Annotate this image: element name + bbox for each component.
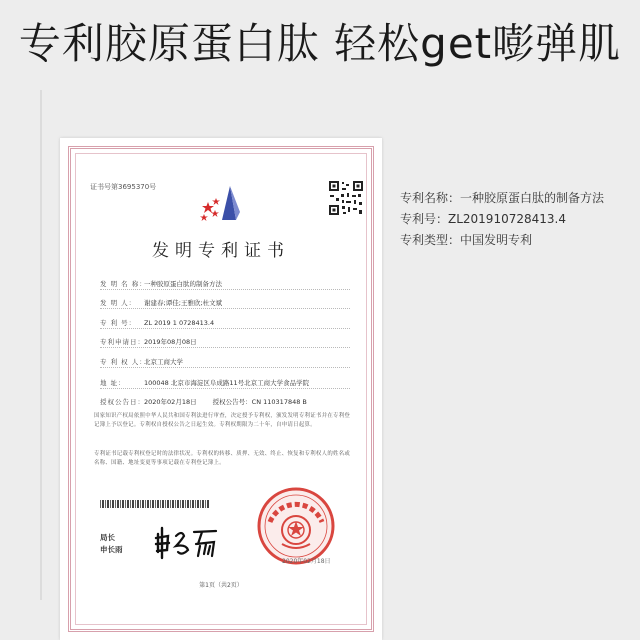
field-label: 专 利 权 人： xyxy=(100,358,147,366)
seal-date: 2020年02月18日 xyxy=(282,558,331,565)
field-value: 2020年02月18日 xyxy=(144,398,197,406)
patent-certificate-image xyxy=(60,138,382,640)
page-number: 第1页（共2页） xyxy=(199,582,243,589)
field-underline xyxy=(100,328,350,329)
field-label: 发 明 名 称： xyxy=(100,280,147,288)
headline: 专利胶原蛋白肽 轻松get嘭弹肌 xyxy=(18,19,622,68)
field-application-date xyxy=(100,337,197,346)
field-invention-name xyxy=(100,279,222,288)
field-patent-number xyxy=(100,318,214,327)
certificate-paragraph-1: 国家知识产权局依照中华人民共和国专利法进行审查，决定授予专利权，颁发发明专利证书并在专利登记簿上予以登记。专利权自授权公告之日起生效。专利权期限为二十年，自申请日起算。 xyxy=(94,413,351,429)
field-address xyxy=(100,378,309,387)
certificate-title: 发明专利证书 xyxy=(152,241,290,261)
director-title: 局长 xyxy=(100,533,115,542)
barcode-icon xyxy=(100,500,210,508)
patent-info-panel xyxy=(400,188,604,251)
patent-office-emblem-icon xyxy=(200,182,252,226)
patent-number-line: 专利号：ZL201910728413.4 xyxy=(400,212,566,226)
field-value: 2019年08月08日 xyxy=(144,338,197,346)
field-label: 授权公告日： xyxy=(100,398,145,406)
field-underline xyxy=(100,388,350,389)
field-value: 谢建春;谭佳;王雅欣;杜文斌 xyxy=(144,299,223,307)
patent-type-line: 专利类型：中国发明专利 xyxy=(400,233,533,247)
field-value: 一种胶原蛋白肽的制备方法 xyxy=(144,280,222,288)
field-patentee xyxy=(100,357,183,366)
field-value: 北京工商大学 xyxy=(144,358,183,366)
field-label: 发 明 人： xyxy=(100,299,137,307)
field-label: 专 利 号： xyxy=(100,319,137,327)
certificate-number: 证书号第3695370号 xyxy=(90,183,157,191)
certificate-paragraph-2: 专利证书记载专利权登记时的法律状况。专利权的转移、质押、无效、终止、恢复和专利权人的姓名或名称、国籍、地址变更等事项记载在专利登记簿上。 xyxy=(94,451,351,467)
field-underline xyxy=(100,308,350,309)
director-block xyxy=(100,532,123,556)
field-value: ZL 2019 1 0728413.4 xyxy=(144,319,215,327)
director-name: 申长雨 xyxy=(100,545,123,554)
field-label: 地 址： xyxy=(100,379,126,387)
field-inventors xyxy=(100,298,222,307)
patent-name-line: 专利名称：一种胶原蛋白肽的制备方法 xyxy=(400,191,605,205)
handwritten-signature xyxy=(152,522,222,562)
field-value: 100048 北京市海淀区阜成路11号北京工商大学食品学院 xyxy=(144,379,310,387)
field-label: 专利申请日： xyxy=(100,338,145,346)
official-seal-stamp xyxy=(256,486,336,566)
field-underline xyxy=(100,347,350,348)
field-underline xyxy=(100,289,350,290)
announcement-number: 授权公告号：CN 110317848 B xyxy=(212,398,307,406)
qr-code-icon xyxy=(328,180,364,216)
field-underline xyxy=(100,367,350,368)
divider-line xyxy=(40,90,42,600)
field-grant-date xyxy=(100,397,307,406)
